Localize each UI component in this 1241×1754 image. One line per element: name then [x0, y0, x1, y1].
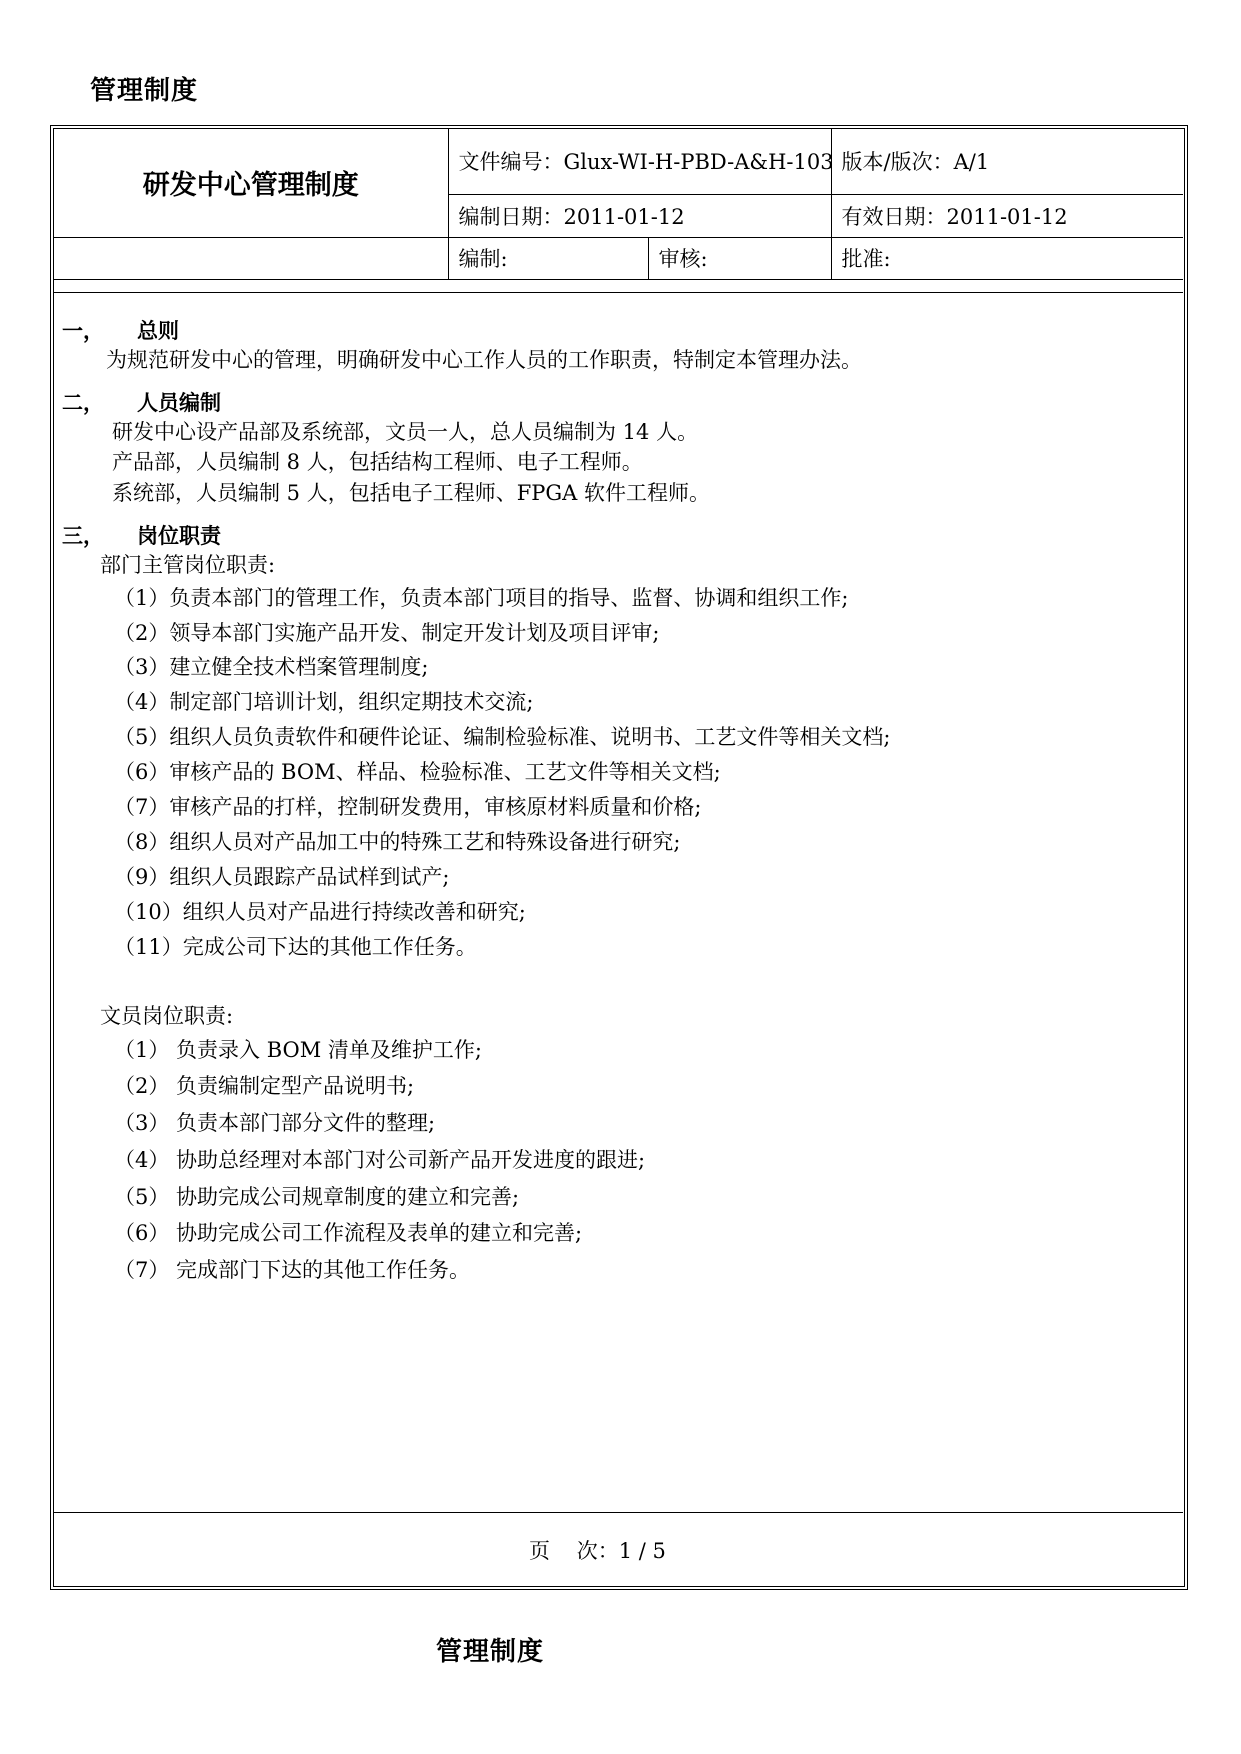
section-heading-general: [62, 315, 179, 345]
list-item: （1）负责本部门的管理工作，负责本部门项目的指导、监督、协调和组织工作;: [114, 586, 849, 610]
list-item: （5） 协助完成公司规章制度的建立和完善;: [114, 1185, 520, 1209]
page-heading-bottom: 管理制度: [436, 1637, 545, 1667]
section-number: 一，: [62, 319, 104, 343]
compiler-cell: 编制:: [448, 237, 648, 279]
list-item: （2）领导本部门实施产品开发、制定开发计划及项目评审;: [114, 621, 660, 645]
list-item: （4） 协助总经理对本部门对公司新产品开发进度的跟进;: [114, 1148, 646, 1172]
reviewer-cell: 审核:: [648, 237, 831, 279]
page-number-label: 页 次：1 / 5: [529, 1539, 666, 1563]
paragraph-line: 产品部，人员编制 8 人，包括结构工程师、电子工程师。: [112, 450, 643, 474]
section-number: 三，: [62, 524, 104, 548]
effective-date-cell: 有效日期：2011-01-12: [831, 194, 1183, 237]
paragraph-line: 系统部，人员编制 5 人，包括电子工程师、FPGA 软件工程师。: [112, 481, 711, 505]
file-number-cell: 文件编号：Glux-WI-H-PBD-A&H-103: [448, 129, 831, 194]
list-item: （7）审核产品的打样，控制研发费用，审核原材料质量和价格;: [114, 795, 702, 819]
compile-date-cell: 编制日期：2011-01-12: [448, 194, 831, 237]
list-item: （6）审核产品的 BOM、样品、检验标准、工艺文件等相关文档;: [114, 760, 721, 784]
list-item: （2） 负责编制定型产品说明书;: [114, 1074, 415, 1098]
section-heading-staffing: [62, 387, 221, 417]
page-heading-top: 管理制度: [90, 76, 199, 106]
list-item: （3） 负责本部门部分文件的整理;: [114, 1111, 436, 1135]
paragraph: 为规范研发中心的管理，明确研发中心工作人员的工作职责，特制定本管理办法。: [106, 348, 862, 372]
section-title: 人员编制: [137, 391, 221, 415]
list-item: （7） 完成部门下达的其他工作任务。: [114, 1258, 471, 1282]
document-frame: [53, 128, 1185, 1587]
document-body: [54, 292, 1183, 1513]
list-item: （10）组织人员对产品进行持续改善和研究;: [114, 900, 526, 924]
list-item: （5）组织人员负责软件和硬件论证、编制检验标准、说明书、工艺文件等相关文档;: [114, 725, 891, 749]
list-item: （4）制定部门培训计划，组织定期技术交流;: [114, 690, 534, 714]
paragraph-line: 研发中心设产品部及系统部，文员一人，总人员编制为 14 人。: [112, 420, 699, 444]
section-title: 总则: [137, 319, 179, 343]
section-number: 二，: [62, 391, 104, 415]
page-footer: [54, 1512, 1183, 1586]
list-item: （9）组织人员跟踪产品试样到试产;: [114, 865, 450, 889]
section-heading-duties: [62, 520, 221, 550]
empty-cell: [54, 237, 448, 279]
list-item: （3）建立健全技术档案管理制度;: [114, 655, 429, 679]
document-header-table: [54, 129, 1183, 280]
list-item: （6） 协助完成公司工作流程及表单的建立和完善;: [114, 1221, 583, 1245]
list-item: （1） 负责录入 BOM 清单及维护工作;: [114, 1038, 483, 1062]
section-title: 岗位职责: [137, 524, 221, 548]
subheading-clerk-duties: 文员岗位职责:: [100, 1004, 234, 1028]
document-title: 研发中心管理制度: [54, 129, 448, 237]
list-item: （8）组织人员对产品加工中的特殊工艺和特殊设备进行研究;: [114, 830, 681, 854]
list-item: （11）完成公司下达的其他工作任务。: [114, 935, 477, 959]
version-cell: 版本/版次：A/1: [831, 129, 1183, 194]
subheading-manager-duties: 部门主管岗位职责:: [100, 553, 276, 577]
approver-cell: 批准:: [831, 237, 1183, 279]
